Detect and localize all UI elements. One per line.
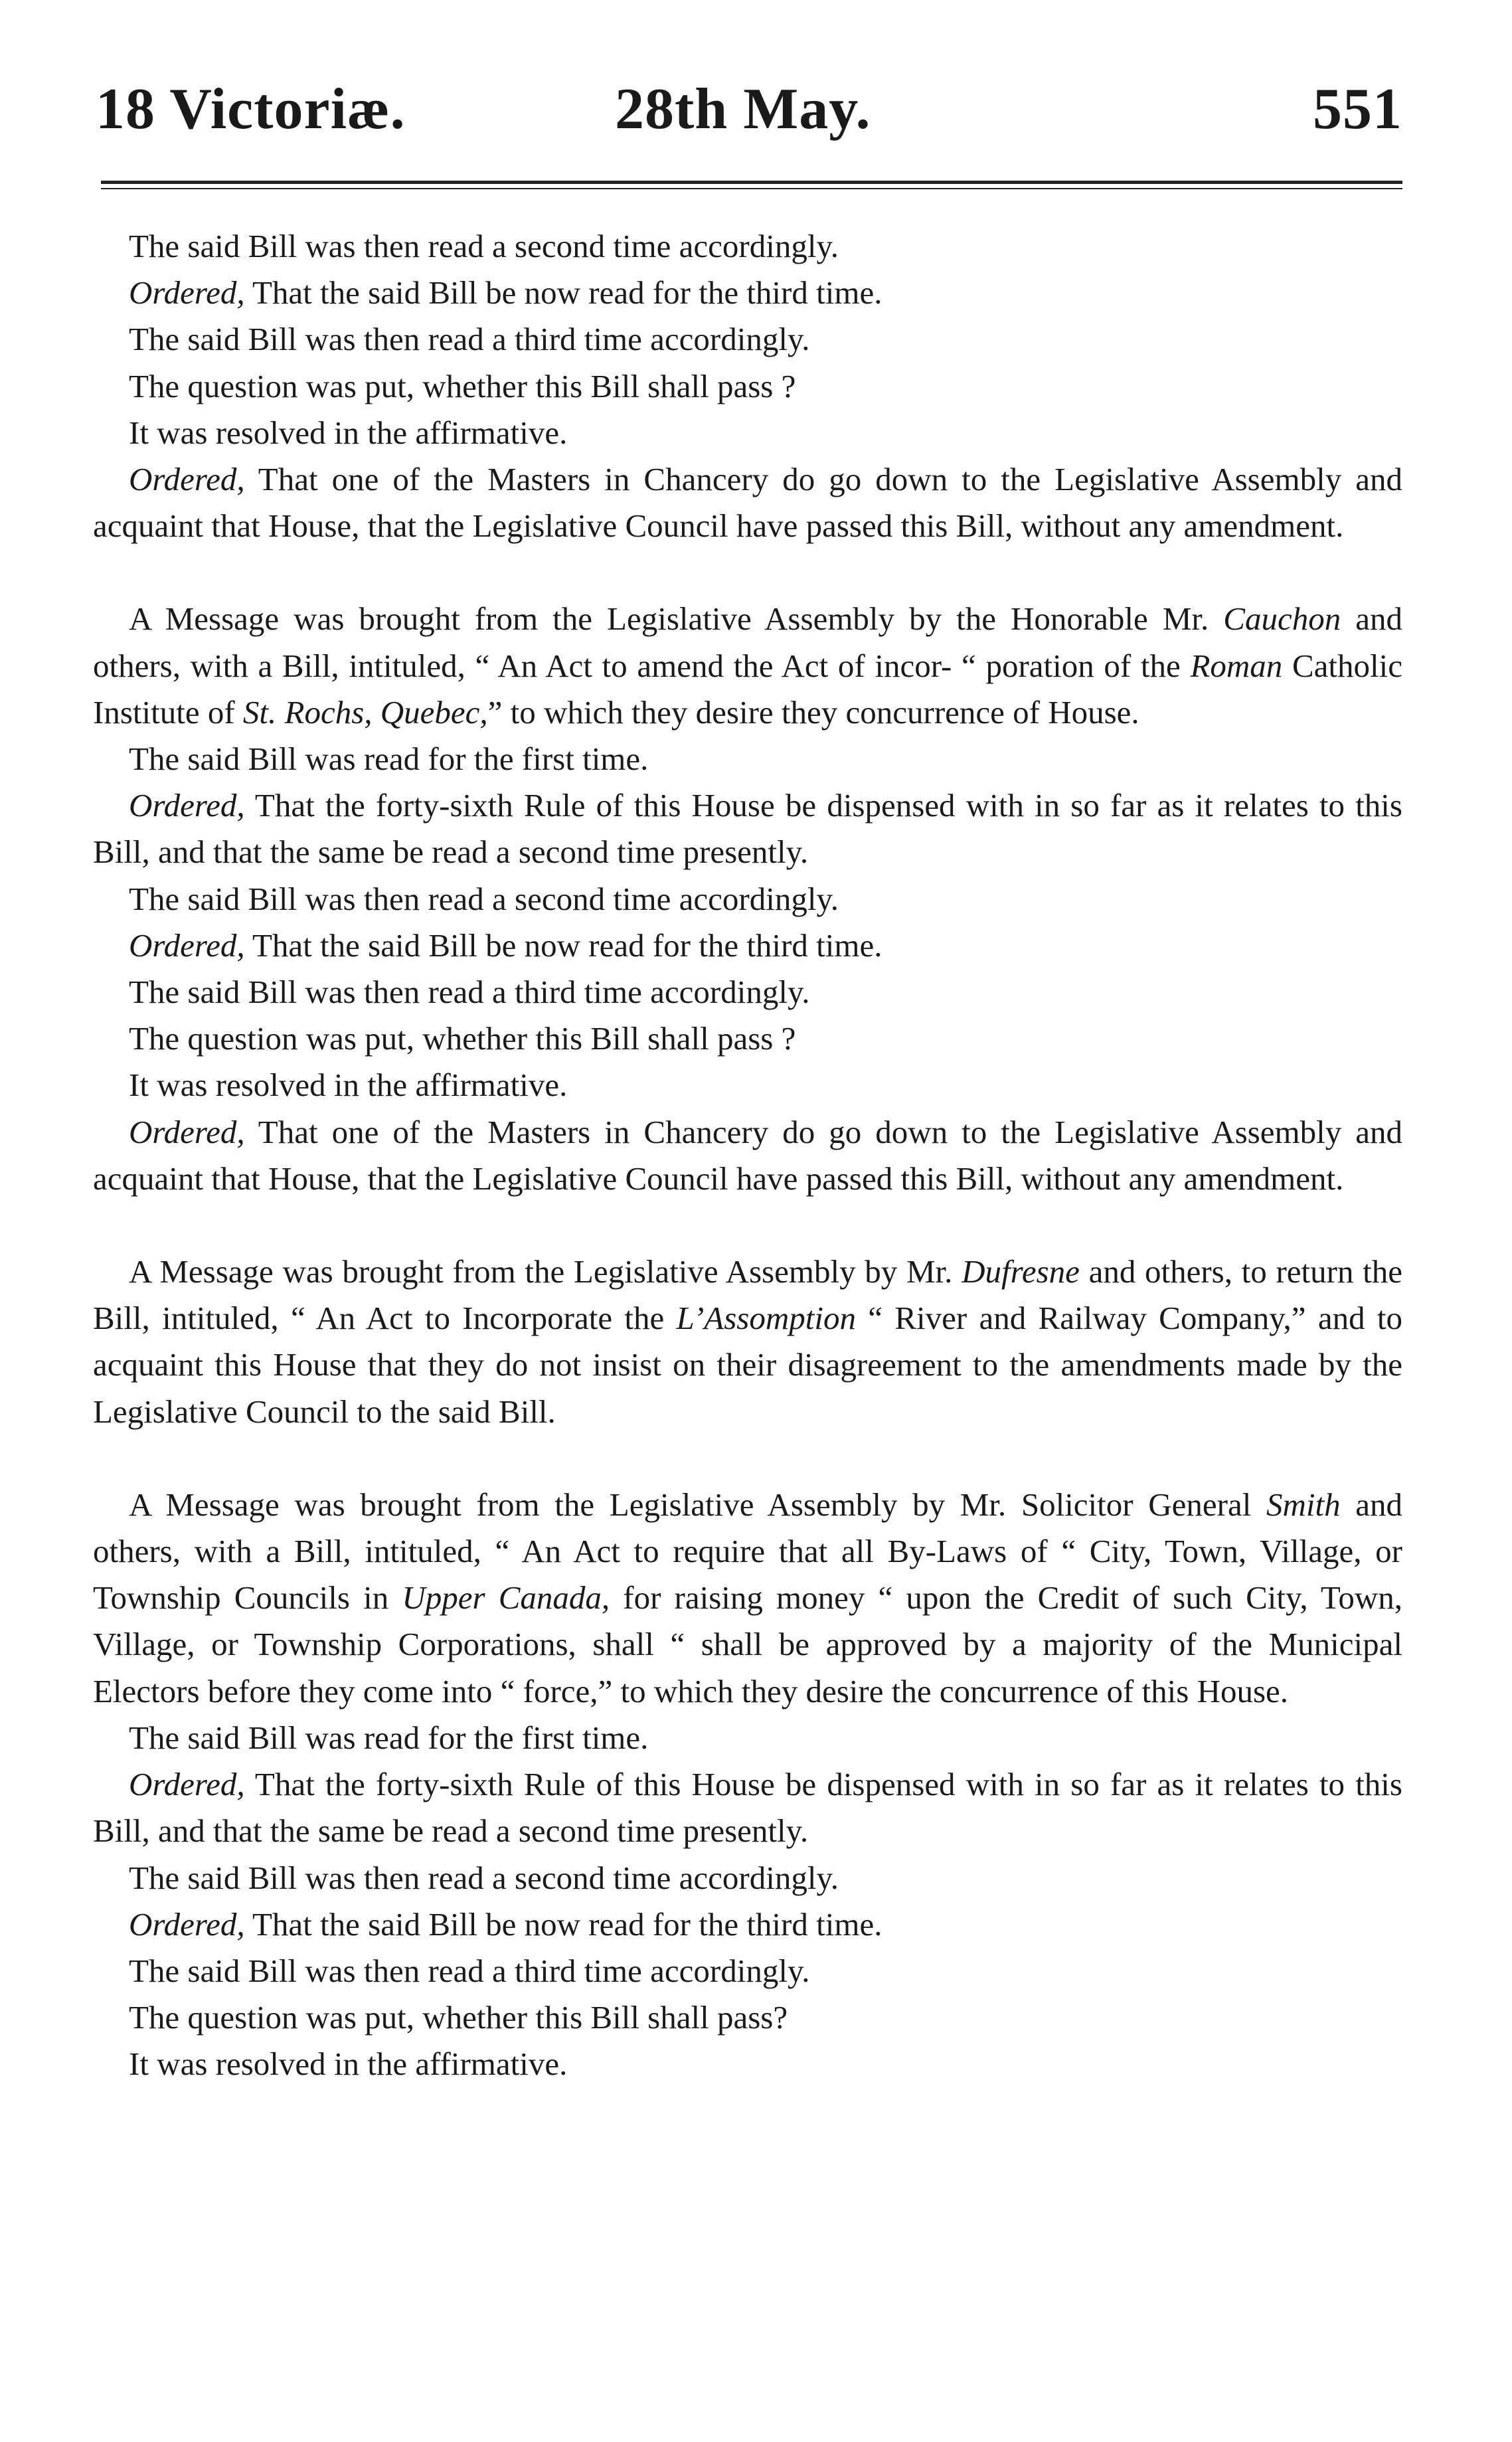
paragraph: The said Bill was then read a third time accordingly. xyxy=(129,974,810,1011)
ordered-label: Ordered, xyxy=(129,461,245,498)
message-paragraph: A Message was brought from the Legislative Assembly by the Honorable Mr. Cauchon and others, with a Bill, intituled, “ An Act to amend the Act of incor- “ poration of the Roman Catholic Institute of St. Rochs, Quebec,” to which they desire they concurrence of House. xyxy=(93,600,1402,731)
ordered-label: Ordered, xyxy=(129,1905,245,1943)
paragraph: The said Bill was read for the first time. xyxy=(129,1719,649,1756)
paragraph: The said Bill was read for the first time. xyxy=(129,741,649,778)
ordered-label: Ordered, xyxy=(129,1113,245,1150)
paragraph: Ordered, That one of the Masters in Chancery do go down to the Legislative Assembly and acquaint that House, that the Legislative Council have passed this Bill, without any amendment. xyxy=(93,461,1402,545)
paragraph: Ordered, That the said Bill be now read for the third time. xyxy=(129,926,882,964)
ordered-label: Ordered, xyxy=(129,274,245,311)
paragraph: The said Bill was then read a second time accordingly. xyxy=(129,1859,839,1896)
paragraph: The said Bill was then read a third time accordingly. xyxy=(129,321,810,358)
page-header xyxy=(96,70,1402,149)
paragraph: It was resolved in the affirmative. xyxy=(129,414,568,451)
paragraph: Ordered, That the said Bill be now read for the third time. xyxy=(129,1905,882,1943)
header-rule-thick xyxy=(101,181,1402,184)
ordered-label: Ordered, xyxy=(129,926,245,964)
paragraph: The said Bill was then read a third time accordingly. xyxy=(129,1952,810,1989)
ordered-label: Ordered, xyxy=(129,1766,245,1803)
header-rule-thin xyxy=(101,188,1402,189)
page-body xyxy=(93,223,1402,2088)
paragraph: Ordered, That the forty-sixth Rule of this House be dispensed with in so far as it relates to this Bill, and that the same be read a second time presently. xyxy=(93,787,1402,871)
message-paragraph: A Message was brought from the Legislative Assembly by Mr. Solicitor General Smith and others, with a Bill, intituled, “ An Act to require that all By-Laws of “ City, Town, Village, or Township Councils in Upper Canada, for raising money “ upon the Credit of such City, Town, Village, or Township Corporations, shall “ shall be approved by a majority of the Municipal Electors before they come into “ force,” to which they desire the concurrence of this House. xyxy=(93,1486,1402,1709)
member-name: Cauchon xyxy=(1223,600,1341,638)
paragraph: Ordered, That the said Bill be now read for the third time. xyxy=(129,274,882,311)
paragraph: The question was put, whether this Bill shall pass? xyxy=(129,1999,788,2036)
ordered-label: Ordered, xyxy=(129,787,245,824)
message-paragraph: A Message was brought from the Legislative Assembly by Mr. Dufresne and others, to return the Bill, intituled, “ An Act to Incorporate the L’Assomption “ River and Railway Company,” and to acquaint this House that they do not insist on their disagreement to the amendments made by the Legislative Council to the said Bill. xyxy=(93,1253,1402,1430)
paragraph: It was resolved in the affirmative. xyxy=(129,1067,568,1104)
date-label: 28th May. xyxy=(615,77,871,141)
paragraph: The said Bill was then read a second time accordingly. xyxy=(129,880,839,917)
paragraph: It was resolved in the affirmative. xyxy=(129,2046,568,2083)
member-name: Dufresne xyxy=(962,1253,1080,1290)
paragraph: The question was put, whether this Bill shall pass ? xyxy=(129,367,796,404)
paragraph: The question was put, whether this Bill shall pass ? xyxy=(129,1020,796,1057)
session-label: 18 Victoriæ. xyxy=(96,77,406,141)
paragraph: The said Bill was then read a second time accordingly. xyxy=(129,228,839,264)
paragraph: Ordered, That the forty-sixth Rule of this House be dispensed with in so far as it relates to this Bill, and that the same be read a second time presently. xyxy=(93,1766,1402,1850)
member-name: Smith xyxy=(1266,1486,1341,1523)
page-number: 551 xyxy=(1313,77,1402,141)
paragraph: Ordered, That one of the Masters in Chancery do go down to the Legislative Assembly and acquaint that House, that the Legislative Council have passed this Bill, without any amendment. xyxy=(93,1113,1402,1197)
